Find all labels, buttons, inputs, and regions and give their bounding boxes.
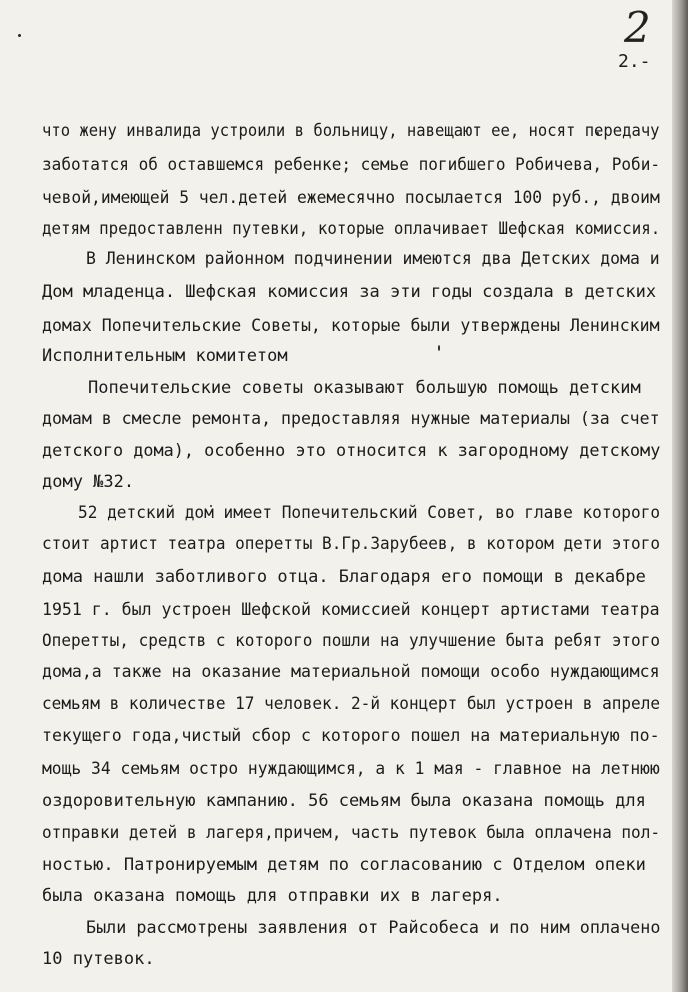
text-line: Дом младенца. Шефская комиссия за эти годы создала в детских (42, 282, 657, 302)
page-number: 2.- (618, 51, 651, 72)
text-line: что жену инвалида устроили в больницу, навещают ее, носят передачу (42, 121, 660, 141)
text-line: Оперетты, средств с которого пошли на улучшение быта ребят этого (42, 631, 661, 651)
text-line: детям предоставленн путевки, которые оплачивает Шефская комиссия. (42, 219, 661, 239)
scan-speck (438, 345, 440, 351)
text-line: заботатся об оставшемся ребенке; семье погибшего Робичева, Роби- (42, 155, 661, 175)
scan-speck (18, 34, 21, 37)
text-line: Попечительские советы оказывают большую помощь детским (88, 378, 641, 398)
text-line: мощь 34 семьям остро нуждающимся, а к 1 мая - главное на летнюю (42, 759, 660, 779)
text-line: стоит артист театра оперетты В.Гр.Зарубеев, в котором дети этого (42, 534, 661, 554)
text-line: 52 детский дом имеет Попечительский Совет, во главе которого (78, 503, 661, 523)
text-line: отправки детей в лагеря,причем, часть путевок была оплачена пол- (42, 823, 661, 843)
text-line: дома нашли заботливого отца. Благодаря его помощи в декабре (42, 567, 646, 587)
text-line: домах Попечительские Советы, которые были утверждены Ленинским (42, 316, 660, 336)
text-line: 1951 г. был устроен Шефской комиссией концерт артистами театра (42, 600, 660, 620)
text-line: семьям в количестве 17 человек. 2-й концерт был устроен в апреле (42, 694, 661, 714)
text-line: В Ленинском районном подчинении имеются два Детских дома и (86, 249, 660, 269)
text-line: Были рассмотрены заявления от Райсобеса и по ним оплачено (86, 918, 661, 938)
text-line: домам в смесле ремонта, предоставляя нужные материалы (за счет (42, 409, 660, 429)
text-line: чевой,имеющей 5 чел.детей ежемесячно посылается 100 руб., двоим (42, 188, 660, 208)
text-line: дому №32. (42, 472, 135, 492)
handwritten-folio-number: 2 (624, 3, 651, 52)
text-line: Исполнительным комитетом (42, 346, 288, 366)
text-line: была оказана помощь для отправки их в лагеря. (42, 886, 503, 906)
text-line: детского дома), особенно это относится к загородному детскому (42, 441, 661, 461)
scan-edge-shadow (672, 0, 688, 992)
text-line: ностью. Патронируемым детям по согласованию с Отделом опеки (42, 855, 646, 875)
text-line: дома,а также на оказание материальной помощи особо нуждающимся (42, 662, 660, 682)
text-line: 10 путевок. (42, 949, 155, 969)
text-line: текущего года,чистый сбор с которого пошел на материальную по- (42, 726, 660, 746)
text-line: оздоровительную кампанию. 56 семьям была оказана помощь для (42, 791, 646, 811)
